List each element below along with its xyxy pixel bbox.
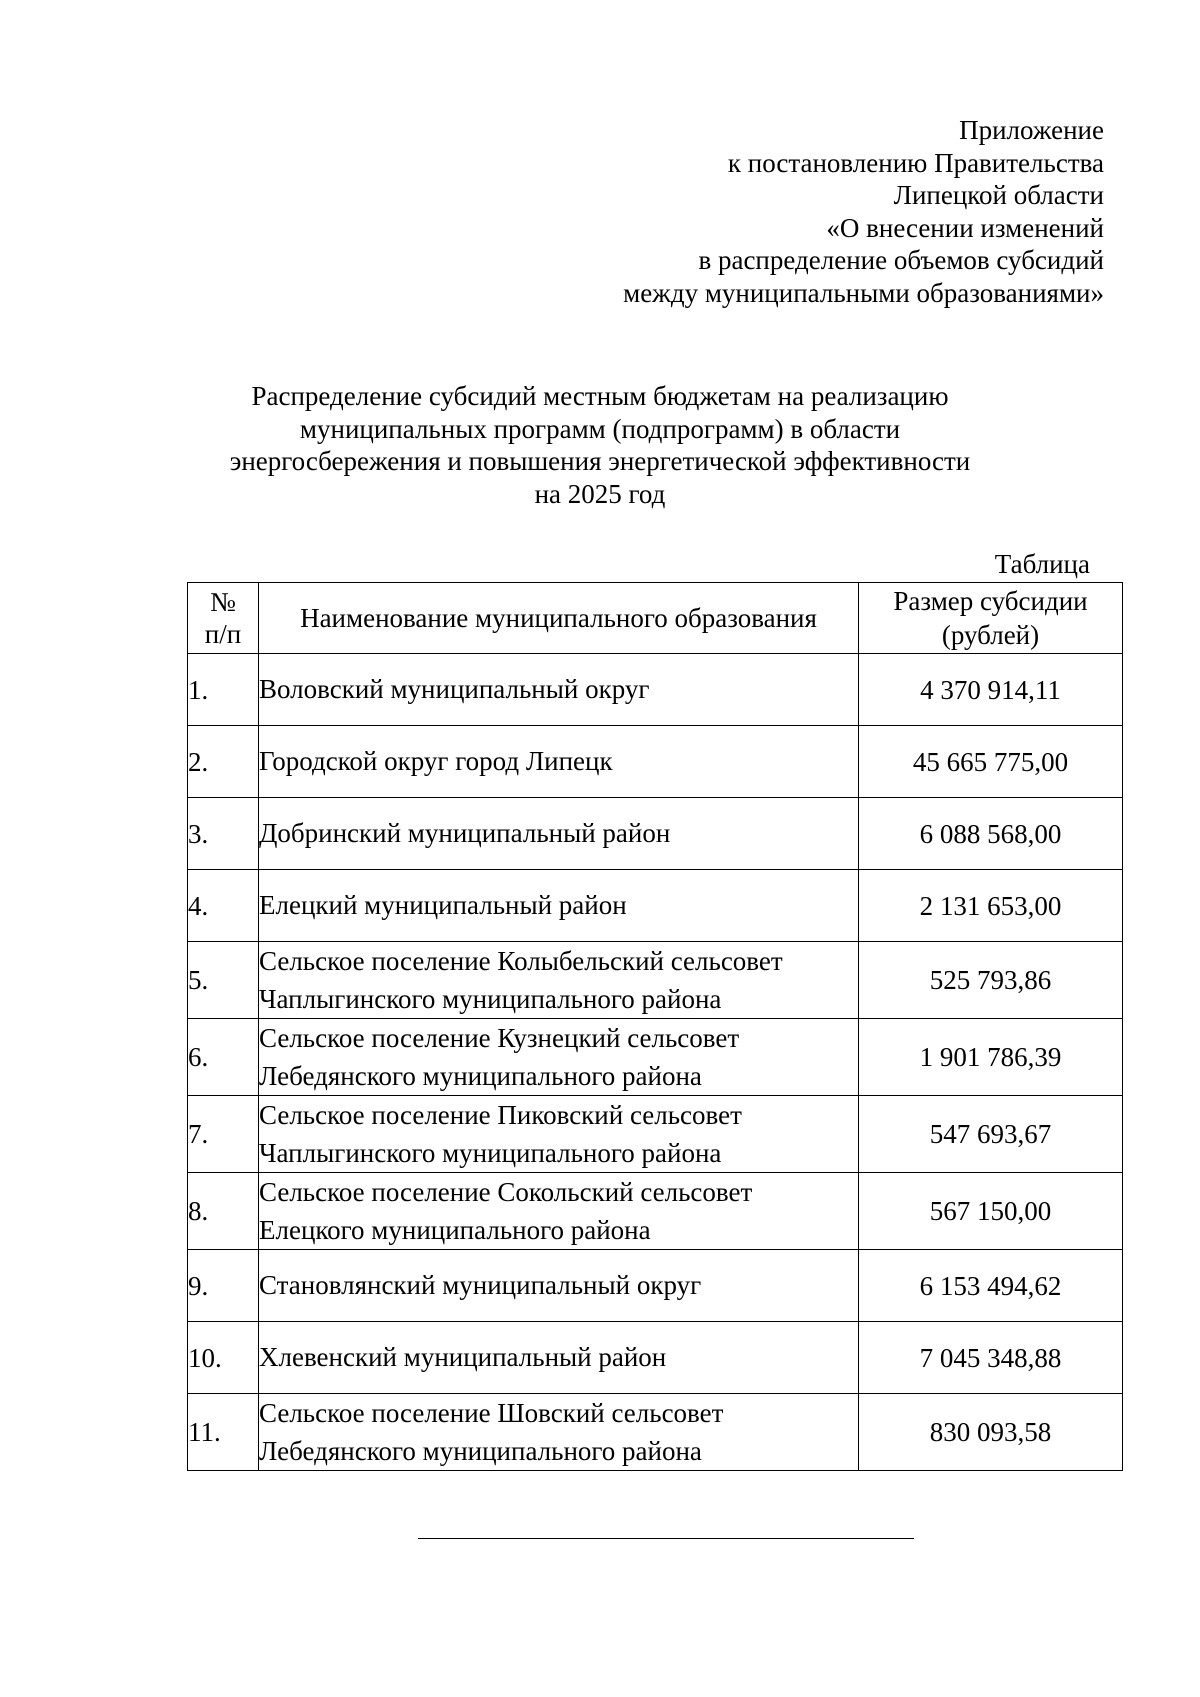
row-name: Елецкий муниципальный район [259,870,859,942]
row-name: Становлянский муниципальный округ [259,1250,859,1322]
table-header-row [188,583,1123,654]
row-name-line2: Елецкого муниципального района [259,1215,651,1245]
document-title [0,380,1200,510]
header-name: Наименование муниципального образования [259,583,859,654]
annex-line: к постановлению Правительства [727,147,1104,178]
row-number: 1. [188,654,259,726]
row-number: 9. [188,1250,259,1322]
row-amount: 7 045 348,88 [859,1322,1123,1394]
row-amount: 1 901 786,39 [859,1019,1123,1096]
annex-line: в распределение объемов субсидий [698,245,1104,275]
row-name [259,1019,859,1096]
table-row [188,798,1123,870]
table-row [188,870,1123,942]
row-amount: 2 131 653,00 [859,870,1123,942]
annex-line: «О внесении изменений [826,212,1104,243]
header-amount-line1: Размер субсидии [893,586,1088,616]
row-number: 8. [188,1173,259,1250]
table-row [188,1096,1123,1173]
annex-line: Приложение [959,115,1104,145]
table-row [188,654,1123,726]
subsidies-table [187,582,1123,1471]
row-amount: 6 088 568,00 [859,798,1123,870]
annex-line: Липецкой области [893,180,1104,210]
row-amount: 4 370 914,11 [859,654,1123,726]
table-row [188,1019,1123,1096]
row-amount: 6 153 494,62 [859,1250,1123,1322]
table-row [188,1322,1123,1394]
row-name-line2: Чаплыгинского муниципального района [259,1138,722,1168]
row-amount: 567 150,00 [859,1173,1123,1250]
title-line: муниципальных программ (подпрограмм) в области [299,413,901,444]
row-name [259,942,859,1019]
closing-divider [418,1538,914,1539]
row-number: 4. [188,870,259,942]
row-name: Хлевенский муниципальный район [259,1322,859,1394]
row-name-line2: Лебедянского муниципального района [259,1436,702,1466]
row-number: 3. [188,798,259,870]
annex-line: между муниципальными образованиями» [623,277,1104,308]
table-row [188,942,1123,1019]
header-number [188,583,259,654]
table-row [188,1250,1123,1322]
row-name [259,1096,859,1173]
annex-header [623,114,1104,309]
table-row [188,1394,1123,1471]
header-number-line1: № [210,587,236,617]
row-name-line2: Лебедянского муниципального района [259,1061,702,1091]
row-number: 7. [188,1096,259,1173]
row-name [259,1394,859,1471]
row-name-line1: Сельское поселение Пиковский сельсовет [259,1100,742,1130]
row-number: 5. [188,942,259,1019]
title-line: энергосбережения и повышения энергетической эффективности [229,446,971,476]
row-name [259,1173,859,1250]
row-amount: 45 665 775,00 [859,726,1123,798]
title-line: Распределение субсидий местным бюджетам на реализацию [251,381,949,411]
row-name: Добринский муниципальный район [259,798,859,870]
row-name-line1: Сельское поселение Кузнецкий сельсовет [259,1023,740,1053]
table-row [188,726,1123,798]
row-amount: 525 793,86 [859,942,1123,1019]
table-row [188,1173,1123,1250]
row-number: 6. [188,1019,259,1096]
header-amount [859,583,1123,654]
row-name-line2: Чаплыгинского муниципального района [259,984,722,1014]
title-line: на 2025 год [534,478,666,509]
table-caption: Таблица [994,549,1090,579]
header-number-line2: п/п [204,619,242,649]
row-name-line1: Сельское поселение Колыбельский сельсовет [259,946,783,976]
row-number: 10. [188,1322,259,1394]
row-amount: 830 093,58 [859,1394,1123,1471]
row-name-line1: Сельское поселение Сокольский сельсовет [259,1177,753,1207]
row-name: Воловский муниципальный округ [259,654,859,726]
row-name-line1: Сельское поселение Шовский сельсовет [259,1398,724,1428]
header-amount-line2: (рублей) [941,620,1040,650]
row-number: 2. [188,726,259,798]
row-name: Городской округ город Липецк [259,726,859,798]
row-amount: 547 693,67 [859,1096,1123,1173]
row-number: 11. [188,1394,259,1471]
